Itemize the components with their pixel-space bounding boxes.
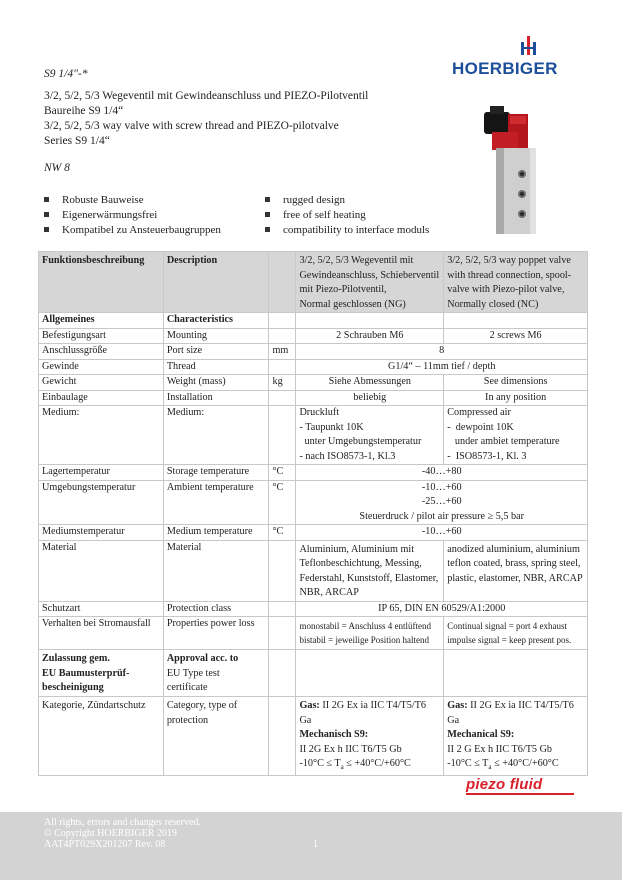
- table-row: Lagertemperatur Storage temperature °C -40…+80: [39, 465, 588, 481]
- category-en: Category, type of protection: [163, 697, 269, 776]
- category-en-value: Gas: II 2G Ex ia IIC T4/T5/T6 Ga Mechanical S9: II 2 G Ex h IIC T6/T5 Gb $-10^\circ C \le T_a \le +40^\circ C/+60^\circ C$: [444, 697, 588, 776]
- model-title: S9 1/4"-*: [44, 68, 88, 80]
- features-de: [44, 192, 221, 237]
- table-row: [39, 313, 588, 329]
- table-row: Mediumstemperatur Medium temperature °C -10…+60: [39, 525, 588, 541]
- title-en-line-2: Series S9 1/4“: [44, 135, 110, 147]
- bullet-square-icon: [265, 227, 270, 232]
- material-en-value: anodized aluminium, aluminium teflon coated, brass, spring steel, plastic, elastomer, NBR, ARCAP: [444, 540, 588, 601]
- table-row: Verhalten bei Stromausfall Properties power loss monostabil = Anschluss 4 entlüftend bistabil = jeweilige Position haltend Continual signal = port 4 exhaust impulse signal = keep present pos.: [39, 617, 588, 650]
- medium-en-value: Compressed air - dewpoint 10K under ambiet temperature - ISO8573-1, Kl. 3: [444, 406, 588, 465]
- bullet-square-icon: [44, 197, 49, 202]
- piezo-fluid-logo: piezo fluid: [466, 776, 542, 793]
- material-de-value: Aluminium, Aluminium mit Teflonbeschichtung, Messing, Federstahl, Kunststoff, Elastomer, NBR, ARCAP: [296, 540, 444, 601]
- header-en-text: 3/2, 5/2, 5/3 way poppet valve with thread connection, spool- valve with Piezo-pilot valve, Normally closed (NC): [444, 252, 588, 313]
- approval-en: Approval acc. to EU Type test certificate: [163, 650, 269, 697]
- valve-product-image: [478, 104, 548, 236]
- table-row: Einbaulage Installation beliebig In any position: [39, 390, 588, 406]
- feature-item: Eigenerwärmungsfrei: [44, 207, 221, 222]
- feature-item: free of self heating: [265, 207, 429, 222]
- feature-item: compatibility to interface moduls: [265, 222, 429, 237]
- ambient-temperature-value: -10…+60 -25…+60 Steuerdruck / pilot air pressure ≥ 5,5 bar: [296, 480, 588, 525]
- power-loss-de-value: monostabil = Anschluss 4 entlüftend bistabil = jeweilige Position haltend: [296, 617, 444, 650]
- medium-de-value: Druckluft - Taupunkt 10K unter Umgebungstemperatur - nach ISO8573-1, Kl.3: [296, 406, 444, 465]
- hoerbiger-logo: [452, 34, 578, 84]
- feature-item: Kompatibel zu Ansteuerbaugruppen: [44, 222, 221, 237]
- table-row: Gewinde Thread G1/4“ – 11mm tief / depth: [39, 359, 588, 375]
- nominal-width: NW 8: [44, 162, 70, 174]
- feature-item: Robuste Bauweise: [44, 192, 221, 207]
- title-de-line-2: Baureihe S9 1/4“: [44, 105, 124, 117]
- header-de-text: 3/2, 5/2, 5/3 Wegeventil mit Gewindeanschluss, Schieberventil mit Piezo-Pilotventil, Normal geschlossen (NG): [296, 252, 444, 313]
- table-row: Material Material Aluminium, Aluminium mit Teflonbeschichtung, Messing, Federstahl, Kunststoff, Elastomer, NBR, ARCAP anodized aluminium, aluminium teflon coated, brass, spring steel, plastic, elastomer, NBR, ARCAP: [39, 540, 588, 601]
- footer-copyright: © Copyright HOERBIGER 2019: [44, 828, 177, 839]
- footer-doc-number: AAT4PT029X201207 Rev. 08: [44, 839, 166, 850]
- bullet-square-icon: [265, 212, 270, 217]
- category-de-value: Gas: II 2G Ex ia IIC T4/T5/T6 Ga Mechanisch S9: II 2G Ex h IIC T6/T5 Gb $-10^\circ C \le T_a \le +40^\circ C/+60^\circ C$: [296, 697, 444, 776]
- power-loss-en-value: Continual signal = port 4 exhaust impulse signal = keep present pos.: [444, 617, 588, 650]
- table-row: Anschlussgröße Port size mm 8: [39, 344, 588, 360]
- section-general-en: Characteristics: [163, 313, 269, 329]
- table-row: Gewicht Weight (mass) kg Siehe Abmessungen See dimensions: [39, 375, 588, 391]
- table-row: [39, 650, 588, 697]
- features-en: [265, 192, 429, 237]
- table-row: Schutzart Protection class IP 65, DIN EN 60529/A1:2000: [39, 601, 588, 617]
- section-general-de: Allgemeines: [39, 313, 164, 329]
- title-en-line-1: 3/2, 5/2, 5/3 way valve with screw thread and PIEZO-pilotvalve: [44, 120, 339, 132]
- brand-underline: [466, 793, 574, 795]
- table-row: Medium: Medium: Druckluft - Taupunkt 10K unter Umgebungstemperatur - nach ISO8573-1, Kl.3 Compressed air - dewpoint 10K under ambiet temperature - ISO8573-1, Kl. 3: [39, 406, 588, 465]
- footer-rights: All rights, errors and changes reserved.: [44, 817, 201, 828]
- bullet-square-icon: [44, 212, 49, 217]
- header-description: Description: [163, 252, 269, 313]
- page-footer: [0, 812, 622, 880]
- logo-wordmark: HOERBIGER: [452, 59, 558, 78]
- approval-de: Zulassung gem. EU Baumusterprüf- bescheinigung: [39, 650, 164, 697]
- title-de-line-1: 3/2, 5/2, 5/3 Wegeventil mit Gewindeanschluss und PIEZO-Pilotventil: [44, 90, 369, 102]
- table-row: Kategorie, Zündartschutz Category, type of protection Gas: II 2G Ex ia IIC T4/T5/T6 Ga Mechanisch S9: II 2G Ex h IIC T6/T5 Gb $-10^\circ C \le T_a \le +40^\circ C/+60^\circ C$ Gas: II 2G Ex ia IIC T4/T5/T6 Ga Mechanical S9: II 2 G Ex h IIC T6/T5 Gb $-10^\circ C \le T_a \le +40^\circ C/+60^\circ C$: [39, 697, 588, 776]
- bullet-square-icon: [44, 227, 49, 232]
- specification-table: [38, 251, 588, 776]
- hoerbiger-logo-mark-icon: [516, 34, 542, 56]
- table-row: Befestigungsart Mounting 2 Schrauben M6 2 screws M6: [39, 328, 588, 344]
- page-number: 1: [313, 839, 318, 850]
- header-function-description: Funktionsbeschreibung: [39, 252, 164, 313]
- table-header-row: [39, 252, 588, 313]
- table-row: Umgebungstemperatur Ambient temperature °C -10…+60 -25…+60 Steuerdruck / pilot air pressure ≥ 5,5 bar: [39, 480, 588, 525]
- feature-item: rugged design: [265, 192, 429, 207]
- bullet-square-icon: [265, 197, 270, 202]
